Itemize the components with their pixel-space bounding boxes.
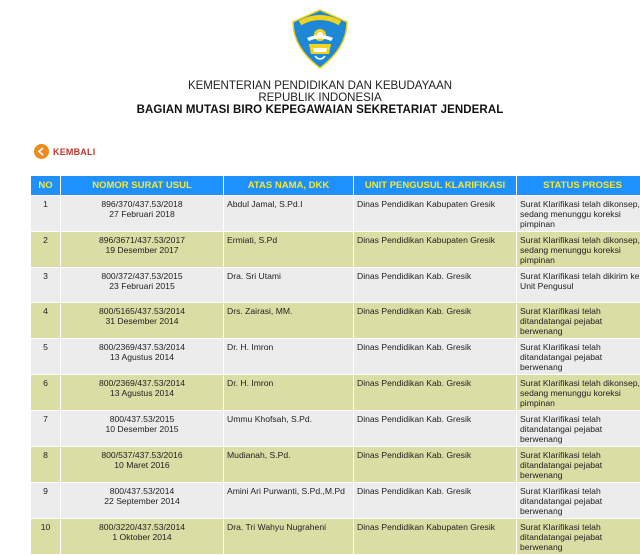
- cell-nomor-surat: 800/2369/437.53/2014: [64, 342, 220, 352]
- cell-tanggal: 13 Agustus 2014: [64, 388, 220, 398]
- department-name: BAGIAN MUTASI BIRO KEPEGAWAIAN SEKRETARIAT JENDERAL: [0, 104, 640, 116]
- cell-nomor-surat: 800/372/437.53/2015: [64, 271, 220, 281]
- cell-nomor-surat: 800/437.53/2015: [64, 414, 220, 424]
- table-header-row: [31, 176, 640, 196]
- cell-nomor-surat: 800/2369/437.53/2014: [64, 378, 220, 388]
- cell-tanggal: 10 Maret 2016: [64, 460, 220, 470]
- cell-unit: Dinas Pendidikan Kab. Gresik: [354, 483, 517, 519]
- cell-no: 5: [31, 339, 61, 375]
- cell-nomor-surat: 800/3220/437.53/2014: [64, 522, 220, 532]
- col-header-status: STATUS PROSES: [517, 176, 640, 196]
- cell-nama: Dr. H. Imron: [224, 375, 354, 411]
- cell-unit: Dinas Pendidikan Kab. Gresik: [354, 375, 517, 411]
- page-header: [0, 80, 640, 116]
- cell-status: Surat Klarifikasi telah ditandatangai pejabat berwenang: [517, 411, 640, 447]
- cell-no: 10: [31, 519, 61, 555]
- table-row: [31, 483, 640, 519]
- cell-no: 8: [31, 447, 61, 483]
- cell-status: Surat Klarifikasi telah dikonsep, sedang menunggu koreksi pimpinan: [517, 232, 640, 268]
- cell-tanggal: 22 September 2014: [64, 496, 220, 506]
- cell-nama: Abdul Jamal, S.Pd.I: [224, 196, 354, 232]
- table-row: [31, 268, 640, 303]
- cell-nomor: [61, 411, 224, 447]
- cell-tanggal: 13 Agustus 2014: [64, 352, 220, 362]
- cell-nomor: [61, 483, 224, 519]
- cell-unit: Dinas Pendidikan Kabupaten Gresik: [354, 232, 517, 268]
- cell-nama: Mudianah, S.Pd.: [224, 447, 354, 483]
- cell-nomor-surat: 800/5165/437.53/2014: [64, 306, 220, 316]
- cell-unit: Dinas Pendidikan Kab. Gresik: [354, 447, 517, 483]
- cell-tanggal: 1 Oktober 2014: [64, 532, 220, 542]
- cell-nomor: [61, 232, 224, 268]
- table-row: [31, 375, 640, 411]
- klarifikasi-table: [30, 175, 640, 555]
- cell-nomor-surat: 800/537/437.53/2016: [64, 450, 220, 460]
- back-button[interactable]: [34, 144, 95, 159]
- ministry-name: KEMENTERIAN PENDIDIKAN DAN KEBUDAYAAN: [0, 80, 640, 92]
- cell-unit: Dinas Pendidikan Kab. Gresik: [354, 411, 517, 447]
- cell-nama: Drs. Zairasi, MM.: [224, 303, 354, 339]
- cell-no: 6: [31, 375, 61, 411]
- cell-status: Surat Klarifikasi telah ditandatangai pejabat berwenang: [517, 339, 640, 375]
- cell-nomor: [61, 196, 224, 232]
- cell-no: 1: [31, 196, 61, 232]
- table-row: [31, 339, 640, 375]
- cell-unit: Dinas Pendidikan Kab. Gresik: [354, 303, 517, 339]
- country-name: REPUBLIK INDONESIA: [0, 92, 640, 104]
- table-row: [31, 411, 640, 447]
- cell-nomor-surat: 896/3671/437.53/2017: [64, 235, 220, 245]
- cell-nomor-surat: 896/370/437.53/2018: [64, 199, 220, 209]
- cell-status: Surat Klarifikasi telah dikirim ke Unit Pengusul: [517, 268, 640, 303]
- cell-nomor: [61, 268, 224, 303]
- cell-nama: Dra. Tri Wahyu Nugraheni: [224, 519, 354, 555]
- table-row: [31, 447, 640, 483]
- cell-status: Surat Klarifikasi telah dikonsep, sedang menunggu koreksi pimpinan: [517, 196, 640, 232]
- table-row: [31, 232, 640, 268]
- cell-status: Surat Klarifikasi telah ditandatangai pejabat berwenang: [517, 447, 640, 483]
- cell-no: 9: [31, 483, 61, 519]
- cell-no: 4: [31, 303, 61, 339]
- back-label: KEMBALI: [53, 147, 95, 157]
- cell-nama: Dra. Sri Utami: [224, 268, 354, 303]
- cell-nomor: [61, 339, 224, 375]
- col-header-unit-pengusul: UNIT PENGUSUL KLARIFIKASI: [354, 176, 517, 196]
- cell-nomor: [61, 375, 224, 411]
- cell-nama: Ermiati, S.Pd: [224, 232, 354, 268]
- table-row: [31, 196, 640, 232]
- back-arrow-icon: [34, 144, 49, 159]
- col-header-nomor-surat: NOMOR SURAT USUL: [61, 176, 224, 196]
- cell-nama: Ummu Khofsah, S.Pd.: [224, 411, 354, 447]
- cell-tanggal: 10 Desember 2015: [64, 424, 220, 434]
- cell-unit: Dinas Pendidikan Kabupaten Gresik: [354, 196, 517, 232]
- cell-no: 3: [31, 268, 61, 303]
- cell-tanggal: 23 Februari 2015: [64, 281, 220, 291]
- cell-status: Surat Klarifikasi telah ditandatangai pejabat berwenang: [517, 519, 640, 555]
- cell-tanggal: 19 Desember 2017: [64, 245, 220, 255]
- cell-no: 2: [31, 232, 61, 268]
- cell-unit: Dinas Pendidikan Kab. Gresik: [354, 268, 517, 303]
- table-row: [31, 303, 640, 339]
- cell-nomor-surat: 800/437.53/2014: [64, 486, 220, 496]
- cell-nama: Amini Ari Purwanti, S.Pd.,M.Pd: [224, 483, 354, 519]
- cell-status: Surat Klarifikasi telah ditandatangai pejabat berwenang: [517, 303, 640, 339]
- cell-unit: Dinas Pendidikan Kab. Gresik: [354, 339, 517, 375]
- tut-wuri-handayani-logo: [287, 8, 353, 70]
- cell-status: Surat Klarifikasi telah ditandatangai pejabat berwenang: [517, 483, 640, 519]
- cell-no: 7: [31, 411, 61, 447]
- cell-unit: Dinas Pendidikan Kabupaten Gresik: [354, 519, 517, 555]
- cell-nama: Dr. H. Imron: [224, 339, 354, 375]
- col-header-no: NO: [31, 176, 61, 196]
- cell-tanggal: 27 Februari 2018: [64, 209, 220, 219]
- cell-nomor: [61, 447, 224, 483]
- cell-nomor: [61, 303, 224, 339]
- cell-status: Surat Klarifikasi telah dikonsep, sedang menunggu koreksi pimpinan: [517, 375, 640, 411]
- cell-tanggal: 31 Desember 2014: [64, 316, 220, 326]
- col-header-atas-nama: ATAS NAMA, DKK: [224, 176, 354, 196]
